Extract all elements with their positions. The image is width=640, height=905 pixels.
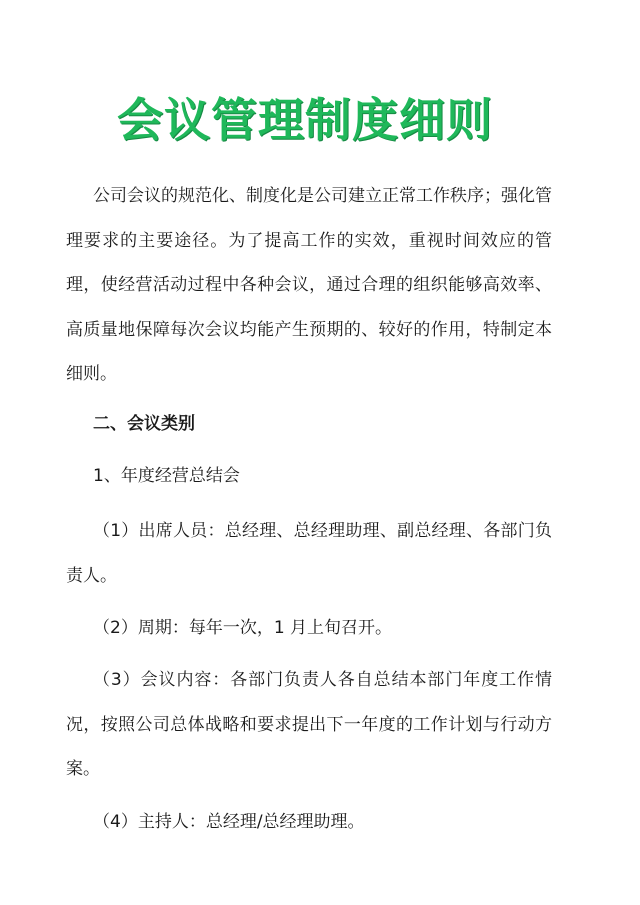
section-heading: 二、会议类别 (93, 414, 195, 434)
intro-paragraph: 公司会议的规范化、制度化是公司建立正常工作秩序；强化管理要求的主要途径。为了提高工作的实效，重视时间效应的管理，使经营活动过程中各种会议，通过合理的组织能够高效率、高质量地保障每次会议均能产生预期的、较好的作用，特制定本细则。 (66, 186, 552, 384)
cycle-paragraph: （2）周期：每年一次，1 月上旬召开。 (93, 618, 393, 638)
content-paragraph: （3）会议内容：各部门负责人各自总结本部门年度工作情况，按照公司总体战略和要求提出下一年度的工作计划与行动方案。 (66, 670, 552, 779)
meeting-type-title: 1、年度经营总结会 (93, 466, 240, 486)
document-title: 会议管理制度细则 (117, 92, 493, 147)
host-paragraph: （4）主持人：总经理/总经理助理。 (93, 812, 365, 832)
attendees-paragraph: （1）出席人员：总经理、总经理助理、副总经理、各部门负责人。 (66, 521, 552, 586)
